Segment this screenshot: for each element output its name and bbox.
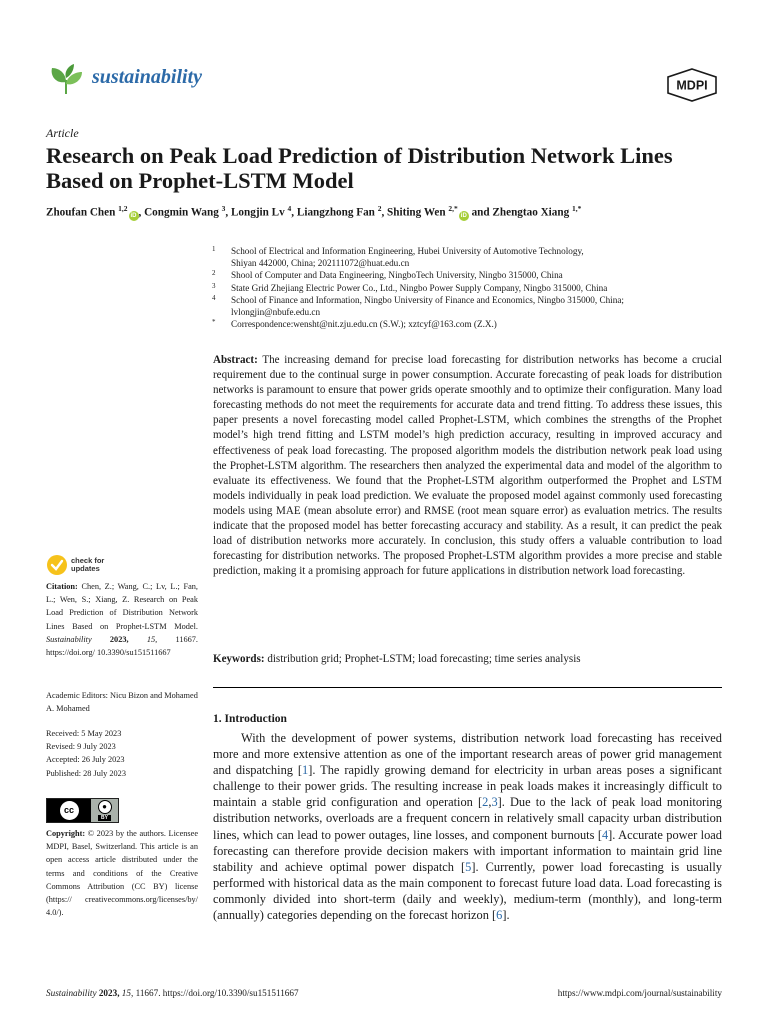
affiliations [212, 245, 732, 330]
citation-journal: Sustainability [46, 634, 92, 644]
affiliation-number: 2 [212, 269, 216, 278]
author-affiliation-marker: 1,* [572, 204, 582, 213]
journal-logo[interactable] [46, 62, 202, 96]
by-label: BY [98, 815, 111, 821]
author-affiliation-marker: 4 [287, 204, 292, 213]
intro-text: ]. [502, 908, 510, 923]
orcid-icon[interactable]: iD [460, 212, 467, 219]
copyright-text: © 2023 by the authors. Licensee MDPI, Basel, Switzerland. This article is an open access article distributed under the terms and conditions of the Creative Commons Attribution (CC BY) license (https:// creativecommons.org/licenses/by/ 4.0/). [46, 829, 199, 918]
citation-block [46, 580, 198, 659]
author-affiliation-marker: 2 [377, 204, 382, 213]
author-affiliation-marker: 3 [221, 204, 226, 213]
intro-text: With the development of power systems, distribution network load forecasting has received more and more extensive attention as one of the important research areas of power grid management and dispatching [ [213, 731, 722, 778]
affiliation-number: 4 [212, 293, 216, 302]
keywords-label: Keywords: [213, 653, 265, 665]
affiliation-text: School of Finance and Information, Ningbo University of Finance and Economics, Ningbo 315000, China; [231, 294, 624, 305]
article-title: Research on Peak Load Prediction of Distribution Network Lines Based on Prophet-LSTM Model [46, 143, 673, 193]
article-type: Article [46, 126, 79, 140]
affiliation-text: lvlongjin@nbufe.edu.cn [231, 307, 321, 318]
affiliation-item [212, 294, 732, 318]
citation-link[interactable]: 4 [601, 827, 609, 842]
check-updates-icon [46, 554, 68, 576]
copyright-block [46, 827, 198, 919]
affiliation-text: State Grid Zhejiang Electric Power Co., Ltd., Ningbo Power Supply Company, Ningbo 315000, China [231, 282, 608, 293]
intro-text: , [488, 795, 492, 810]
author-list [46, 204, 736, 221]
footer-journal: Sustainability [46, 988, 97, 998]
keywords [213, 653, 722, 665]
keywords-text: distribution grid; Prophet-LSTM; load forecasting; time series analysis [267, 653, 581, 665]
section-heading: 1. Introduction [213, 713, 287, 725]
orcid-icon[interactable]: iD [130, 212, 137, 219]
footer-year: 2023, [98, 988, 120, 998]
citation-link[interactable]: 3 [491, 795, 498, 810]
section-divider [213, 687, 722, 688]
check-updates-line2: updates [71, 564, 100, 573]
cc-by-license-badge[interactable] [46, 798, 119, 823]
intro-text: ]. The rapidly growing demand for electricity in urban areas poses a significant challenge to their power grids. The resulting increase in peak loads makes it increasingly difficult to maintain a stable grid configuration and operation [ [213, 763, 722, 810]
author-separator: and [468, 206, 493, 219]
abstract-text: The increasing demand for precise load forecasting for distribution networks has become a crucial requirement due to the continual surge in power consumption. Accurate forecasting of peak loads for distribution networks is paramount to ensure that power grids operate smoothly and to optimize their configuration. Many load forecasting methods do not meet the requirements for accurate data and trend fitting. To address these issues, this paper presents a novel forecasting model called Prophet-LSTM, which combines the strengths of the Prophet model’s high trend fitting and LSTM model’s high prediction accuracy, resulting in improved accuracy and effectiveness of peak load forecasting. The proposed algorithm models the distribution network peak load using the Prophet-LSTM algorithm. The researchers then analyzed the experimental data and model of the algorithm to evaluate its effectiveness. We found that the Prophet-LSTM algorithm outperformed the Prophet and LSTM models individually in peak load prediction. We evaluate the proposed model against commonly used forecasting models using MAE (mean absolute error) and RMSE (root mean square error) as evaluation metrics. The results indicate that the proposed model has better forecasting accuracy and stability. As a result, it can predict the peak load of distribution networks more accurately. In conclusion, this study offers a valuable contribution to load forecasting for distribution networks. The proposed Prophet-LSTM algorithm provides a more precise and stable prediction, making it a promising approach for future applications in distribution network load forecasting. [213, 354, 723, 578]
author-affiliation-marker: 1,2 [118, 204, 128, 213]
citation-volume: 15, [146, 634, 158, 644]
citation-link[interactable]: 1 [302, 763, 309, 778]
publication-dates [46, 727, 198, 780]
author-separator: , [381, 206, 388, 219]
author-name: Zhengtao Xiang [492, 206, 572, 219]
affiliation-text: Correspondence:wensht@nit.zju.edu.cn (S.W.); xztcyf@163.com (Z.X.) [231, 319, 497, 330]
affiliation-number: 3 [212, 281, 216, 290]
affiliation-text: School of Electrical and Information Engineering, Hubei University of Automotive Technology, [231, 246, 584, 256]
author-separator: , [138, 206, 145, 219]
date-accepted: Accepted: 26 July 2023 [46, 755, 125, 765]
citation-link[interactable]: 5 [465, 859, 472, 874]
mdpi-logo-icon [666, 68, 718, 102]
author-name: Shiting Wen [387, 206, 449, 219]
footer-journal-url[interactable]: https://www.mdpi.com/journal/sustainability [557, 988, 722, 998]
author-separator: , [291, 206, 297, 219]
author-name: Zhoufan Chen [46, 206, 119, 219]
cc-icon: cc [60, 801, 79, 820]
publisher-name: MDPI [676, 78, 708, 93]
check-updates-line1: check for [71, 556, 105, 565]
attribution-icon: ● [98, 800, 112, 814]
citation-year: 2023, [109, 634, 129, 644]
citation-text: Chen, Z.; Wang, C.; Lv, L.; Fan, L.; Wen, S.; Xiang, Z. Research on Peak Load Prediction of Distribution Network Lines Based on Prophet-LSTM Model. [46, 582, 198, 631]
citation-label: Citation: [46, 582, 78, 591]
publisher-logo[interactable] [666, 68, 718, 107]
intro-text: ]. Currently, power load forecasting is usually performed with historical data as the main component to forecast future load data. Load forecasting is commonly divided into short-term (daily and weekly), medium-term (monthly), and long-term (annually) categories depending on the forecast horizon [ [213, 859, 722, 923]
intro-text: ]. Accurate power load forecasting can therefore provide decision makers with important information to maintain grid line stability and achieve optimal power dispatch [ [213, 827, 722, 874]
citation-link[interactable]: 2 [482, 795, 489, 810]
affiliation-number: 1 [212, 245, 216, 253]
check-for-updates-button[interactable] [46, 554, 104, 576]
footer-doi[interactable]: 11667. https://doi.org/10.3390/su151511667 [135, 988, 299, 998]
affiliation-text: Shool of Computer and Data Engineering, NingboTech University, Ningbo 315000, China [231, 270, 563, 281]
author-affiliation-marker: 2,* [448, 204, 458, 213]
abstract-label: Abstract: [213, 354, 258, 366]
footer-volume: 15, [121, 988, 134, 998]
author-separator: , [225, 206, 231, 219]
citation-link[interactable]: 6 [496, 908, 503, 923]
leaf-icon [46, 62, 86, 96]
copyright-label: Copyright: [46, 829, 86, 838]
intro-text: ]. Due to the lack of peak load monitoring distribution networks, overloads are a frequent concern in relatively small capacity urban distribution lines, which can lead to power outages, line losses, and component burnouts [ [213, 795, 722, 842]
author-name: Congmin Wang [144, 206, 222, 219]
affiliation-item [212, 318, 732, 330]
affiliation-item [212, 245, 732, 269]
journal-name: sustainability [92, 65, 203, 88]
affiliation-item [212, 282, 732, 294]
author-name: Liangzhong Fan [296, 206, 378, 219]
date-revised: Revised: 9 July 2023 [46, 742, 116, 752]
academic-editors: Academic Editors: Nicu Bizon and Mohamed A. Mohamed [46, 691, 198, 714]
citation-doi[interactable]: 11667. https://doi.org/ 10.3390/su151511667 [46, 634, 198, 658]
author-name: Longjin Lv [230, 206, 288, 219]
date-published: Published: 28 July 2023 [46, 768, 126, 778]
affiliation-text: Shiyan 442000, China; 202111072@huat.edu.cn [231, 258, 410, 269]
footer-citation [46, 988, 299, 998]
abstract [213, 353, 722, 579]
affiliation-item [212, 269, 732, 281]
date-received: Received: 5 May 2023 [46, 729, 122, 738]
intro-paragraph [213, 730, 722, 923]
affiliation-number: * [212, 318, 216, 327]
